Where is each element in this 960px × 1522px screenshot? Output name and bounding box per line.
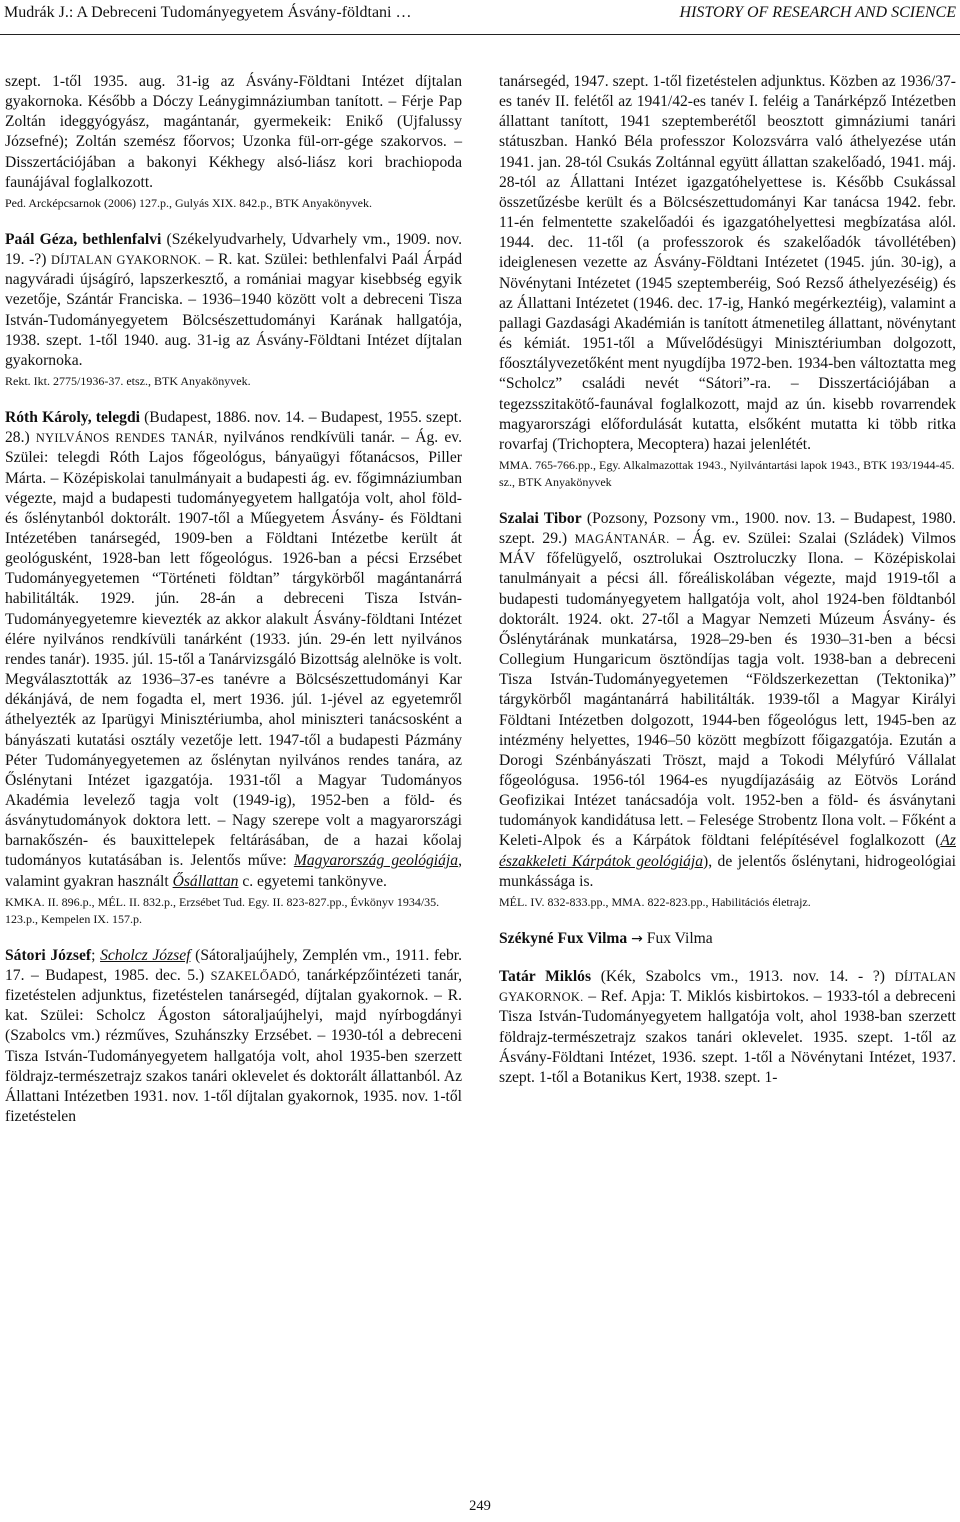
entry-role: SZAKELŐADÓ,: [210, 968, 301, 983]
entry-alt-name: Scholcz József: [100, 946, 191, 964]
entry-role: NYILVÁNOS RENDES TANÁR,: [35, 431, 218, 446]
entry-text: (Sátoraljaújhely, Zemplén vm., 1911. febr. 17. – Budapest, 1985. dec. 5.): [5, 946, 463, 984]
entry-text: – Ág. ev. Szülei: Szalai (Szládek) Vilmos MÁV főfelügyelő, osztrolukai Osztroluczky Ilona. – Középiskolai tanulmányait a pécsi áll. főreáliskolában végezte, majd 1919-től a budapesti tudományegyetem hallgatója volt, ahol 1924-ben földtanból doktorált. 1924. okt. 27-től a Magyar Nemzeti Múzeum Ásvány- és Őslénytárának munkatársa, 1928–29-ben és 1930–31-ben a bécsi Collegium Hungaricum ösztöndíjas tagja volt. 1938-ban a debreceni Tisza István-Tudományegyetemen “Földszerkezettan (Tektonika)” tárgykörből magántanárrá habilitálták. 1939-től a Magyar Királyi Földtani Intézetben dolgozott, 1944-ben főgeológus lett, 1945-ben az intézmény helyettes, 1946–50 között megbízott főigazgatója. Ezután a Dorogi Szénbányászati Tröszt, majd a Tokodi Mélyfúró Vállalat főgeológusa. 1956-tól 1964-es nyugdíjazásáig az Eötvös Loránd Geofizikai Intézet tanácsadója volt. 1952-ben a föld- és ásványtani tudományok kandidátusa lett. – Felesége Strobentz Ilona volt. – Főként a Keleti-Alpok és a Kárpátok földtani felépítésével foglalkozott (: [499, 530, 957, 850]
entry-references: Rekt. Ikt. 2775/1936-37. etsz., BTK Anyakönyvek.: [5, 374, 251, 389]
header-title: Mudrák J.: A Debreceni Tudományegyetem Ásvány-földtani …: [4, 4, 412, 21]
header-section: HISTORY OF RESEARCH AND SCIENCE: [679, 4, 956, 21]
entry-text: (Kék, Szabolcs vm., 1913. nov. 14. - ?): [591, 968, 895, 986]
entry-text: (Budapest, 1886. nov. 14. – Budapest, 1955. szept. 28.): [5, 409, 462, 447]
see-also-arrow-icon: →: [631, 930, 643, 947]
entry-name: Sátori József: [5, 946, 92, 964]
entry-text: szept. 1-től 1935. aug. 31-ig az Ásvány-Földtani Intézet díjtalan gyakornoka. Később a Dóczy Leánygimnáziumban tanított. – Férje Pap Zoltán ideggyógyász, magántanár, gyermekeik: Enikő (Ujfalussy Józsefné); Zoltán szemész főorvos; Uzonka fül-orr-gége szakorvos. – Disszertációjában a bakonyi Kékhegy alsó-liász kori brachiopoda faunájával foglalkozott.: [5, 73, 462, 191]
entry-text: tanársegéd, 1947. szept. 1-től fizetéstelen adjunktus. Közben az 1936/37-es tanév II. felétől az 1941/42-es tanév I. feléig a Tanárképző Intézetben állattant tanított, 1941 szeptemberétől beosztott gimnáziumi tanári státuszban. Hankó Béla professzor Kolozsvárra való áthelyezése után 1941. jan. 28-tól Csukás Zoltánnal együtt állattan szakelőadó, 1941. máj. 28-tól az Állattani Intézet igazgatóhelyettese is. Később Csukással összetűzésbe került és a Bölcsészettudományi Kar tanácsa 1942. febr. 11-én felmentette szakelőadói és igazgatóhelyettesi megbízatása alól. 1944. dec. 11-től (a professzorok és szakelőadók távollétében) ideiglenesen vezette az Ásvány-Földtani Intézetet (1945. jún. 30-ig), a Növénytani Intézetet (1945 szeptemberéig, Soó Rezső áthelyezéséig) és az Állattani Intézetet (1946. dec. 17-ig, Hankó megérkeztéig), valamint a pallagi Gazdasági Akadémián is tanított átmenetileg állattant, növénytant és kémiát. 1951-től a Művelődésügyi Minisztériumban dolgozott, főosztályvezetőként ment nyugdíjba 1972-ben. 1934-ben változtatta meg “Scholcz” családi nevét “Sátori”-ra. – Disszertációjában a tegezsszitakötő-faunával foglalkozott, majd az ún. kisebb rovarrendek magyarországi előfordulását kutatta, elsőként mutatta ki több ritka rovarfaj (Trichoptera, Mecoptera) hazai jelenlétét.: [499, 73, 956, 453]
entry-name: Székyné Fux Vilma: [499, 929, 628, 947]
entry-satori-jozsef: [5, 946, 462, 1127]
entry-name: Szalai Tibor: [499, 509, 582, 527]
entry-continuation: [5, 72, 462, 212]
entry-role: MAGÁNTANÁR.: [574, 532, 670, 547]
left-column: [5, 72, 462, 1127]
running-header: [0, 0, 960, 35]
cross-reference-link[interactable]: Fux Vilma: [646, 929, 713, 947]
entry-text: – Ref. Apja: T. Miklós kisbirtokos. – 1933-tól a debreceni Tisza István-Tudományegyetem hallgatója volt, ahol 1938-ban szerzett földrajz-természetrajz szakos tanári oklevelet. 1935. szept. 1-től az Ásvány-Földtani Intézet, 1936. szept. 1-től a Növénytani Intézet, 1937. szept. 1-től a Botanikus Kert, 1938. szept. 1-: [499, 988, 956, 1086]
entry-text: , valamint gyakran használt: [5, 852, 462, 890]
entry-name: Róth Károly, telegdi: [5, 409, 140, 427]
entry-text: ), de jelentős őslénytani, hidrogeológiai munkássága is.: [499, 852, 956, 890]
entry-references: MMA. 765-766.pp., Egy. Alkalmazottak 1943., Nyilvántartási lapok 1943., BTK 193/1944-45. sz., BTK Anyakönyvek: [499, 457, 955, 489]
page-number: 249: [469, 1498, 491, 1514]
entry-satori-continuation: [499, 72, 956, 491]
work-title: Az északkeleti Kárpátok geológiája: [499, 832, 956, 870]
entry-roth-karoly: [5, 408, 462, 928]
right-column: [499, 72, 956, 1088]
entry-role: DÍJTALAN GYAKORNOK.: [51, 253, 202, 268]
entry-text: nyilvános rendkívüli tanár. – Ág. ev. Szülei: telegdi Róth Lajos főgeológus, bányaügyi főtanácsos, Piller Márta. – Középiskolai tanulmányait a budapesti ág. ev. főgimnáziumban végezte, majd a budapesti tudományegyetem hallgatója volt, ahol föld- és őslénytanból doktorált. 1907-től a Műegyetem Ásvány- és Földtani Intézetében tanársegéd, 1909-ben a Földtani Intézetbe került át geológusként, 1928-ban lett főgeológus. 1926-ban a pécsi Erzsébet Tudományegyetemen “Történeti földtan” tárgykörből magántanárrá habilitálták. 1929. jún. 28-án a debreceni Tisza István-Tudományegyetemre kievezték az akkor alakult Ásvány-földtani Intézet élére nyilvános rendkívüli tanárként (1933. jún. 29-én lett nyilvános rendes tanár). 1935. júl. 15-től a Tanárvizsgáló Bizottság alelnöke is volt. Megválasztották az 1936–37-es tanévre a Bölcsészettudományi Kar dékánjává, de nem fogadta el, mert 1936. júl. 1-jével az egyetemről áthelyezték az Iparügyi Minisztériumba, ahol miniszteri tanácsosként a bányászati kutatási osztály vezetője lett. 1947-től a budapesti Pázmány Péter Tudományegyetemen az őslénytan nyilvános rendes tanára, az Őslénytani Intézet igazgatója. 1931-től a Magyar Tudományos Akadémia levelező tagja volt (1949-ig), 1952-ben a föld- és ásványtudományok doktora lett. – Nagy szerepe volt a magyarországi barnakőszén- és bauxittelepek feltárásában, de a hazai kőolaj tudományos kutatásában is. Jelentős műve:: [5, 429, 462, 870]
entry-references: Ped. Arcképcsarnok (2006) 127.p., Gulyás XIX. 842.p., BTK Anyakönyvek.: [5, 195, 372, 210]
entry-text: c. egyetemi tankönyve.: [238, 872, 387, 890]
entry-references: MÉL. IV. 832-833.pp., MMA. 822-823.pp., Habilitációs életrajz.: [499, 894, 811, 909]
work-title: Ősállattan: [172, 872, 239, 890]
entry-szalai-tibor: [499, 509, 956, 911]
entry-tatar-miklos: [499, 967, 956, 1088]
entry-paal-geza: [5, 230, 462, 390]
entry-references: KMKA. II. 896.p., MÉL. II. 832.p., Erzsébet Tud. Egy. II. 823-827.pp., Évkönyv 1934/35. 123.p., Kempelen IX. 157.p.: [5, 894, 440, 926]
entry-name: Tatár Miklós: [499, 968, 592, 986]
entry-text: (Székelyudvarhely, Udvarhely vm., 1909. nov. 19. -?): [5, 230, 462, 269]
entry-text: – R. kat. Szülei: bethlenfalvi Paál Árpád nagyváradi újságíró, lapszerkesztő, a romániai magyar kisebbség egyik vezetője, Szántár Franciska. – 1936–1940 között volt a debreceni Tisza István-Tudományegyetem Bölcsészettudományi Karának hallgatója, 1938. szept. 1-től 1940. aug. 31-ig az Ásvány-Földtani Intézet díjtalan gyakornoka.: [5, 251, 462, 369]
entry-text: (Pozsony, Pozsony vm., 1900. nov. 13. – Budapest, 1980. szept. 29.): [499, 509, 956, 548]
entry-text: tanárképzőintézeti tanár, fizetéstelen adjunktus, fizetéstelen tanársegéd, díjtalan gyakornok. – R. kat. Szülei: Scholcz Ágoston sátoraljaújhelyi, majd nyírbogdányi (Szabolcs vm.) rézműves, Szuhánszky Erzsébet. – 1930-tól a debreceni Tisza István-Tudományegyetem hallgatója volt, ahol 1935-ben szerzett földrajz-természetrajz szakos tanári oklevelet és doktorált állattanból. Az Állattani Intézetben 1931. nov. 1-től díjtalan gyakornok, 1935. nov. 1-től fizetéstelen: [5, 966, 463, 1126]
entry-role: DÍJTALAN GYAKORNOK.: [499, 970, 956, 1005]
entry-name: Paál Géza, bethlenfalvi: [5, 230, 162, 248]
entry-szekyne-fux-vilma: [499, 929, 956, 949]
work-title: Magyarország geológiája: [293, 852, 459, 870]
entry-text: ;: [91, 946, 101, 964]
